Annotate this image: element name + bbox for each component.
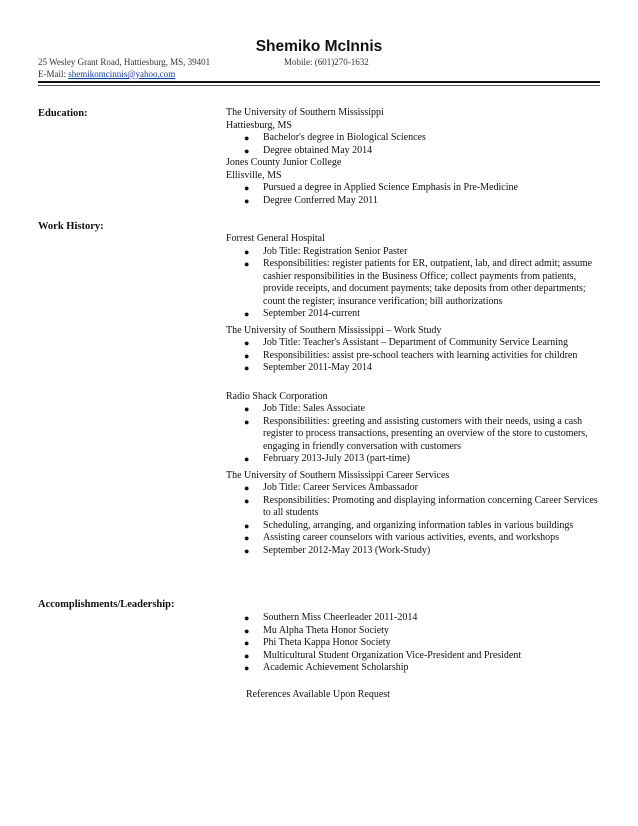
list-item: ● Assisting career counselors with various activities, events, and workshops xyxy=(244,532,560,543)
employer-name: Radio Shack Corporation xyxy=(226,390,328,402)
address: 25 Wesley Grant Road, Hattiesburg, MS, 39401 xyxy=(38,57,211,67)
list-item: ● Degree obtained May 2014 xyxy=(244,144,373,156)
email-line xyxy=(38,69,175,79)
school-name: Jones County Junior College xyxy=(226,157,342,168)
job-details xyxy=(226,482,606,557)
list-item: ● Phi Theta Kappa Honor Society xyxy=(244,637,391,648)
work-history-label: Work History: xyxy=(38,221,104,232)
job-details xyxy=(226,403,606,466)
job-details xyxy=(226,337,606,375)
list-item: ● Scheduling, arranging, and organizing information tables in various buildings xyxy=(244,519,574,531)
list-item: ● Responsibilities: greeting and assisting customers with their needs, using a cash register to process transactions, presenting an overview of the store to customers, engaging in friendly conversation with customers xyxy=(244,415,588,452)
references-note: References Available Upon Request xyxy=(246,689,390,700)
list-item: ● February 2013-July 2013 (part-time) xyxy=(244,453,410,464)
list-item: ● Degree Conferred May 2011 xyxy=(244,194,378,206)
accomplishments-section xyxy=(226,612,606,675)
school-location: Ellisville, MS xyxy=(226,169,282,181)
list-item: ● Southern Miss Cheerleader 2011-2014 xyxy=(244,612,418,623)
email-link[interactable]: shemikomcinnis@yahoo.com xyxy=(68,69,176,79)
list-item: ● September 2014-current xyxy=(244,308,360,319)
school-details xyxy=(226,132,606,157)
header-divider-thick xyxy=(38,81,600,83)
header-divider-thin xyxy=(38,85,600,86)
accomplishments-label: Accomplishments/Leadership: xyxy=(38,599,175,610)
list-item: ● Pursued a degree in Applied Science Emphasis in Pre-Medicine xyxy=(244,182,518,193)
resume-name: Shemiko McInnis xyxy=(255,38,383,55)
list-item: ● Academic Achievement Scholarship xyxy=(244,662,409,673)
list-item: ● September 2011-May 2014 xyxy=(244,362,373,373)
employer-name: Forrest General Hospital xyxy=(226,233,325,244)
list-item: ● Job Title: Teacher's Assistant – Department of Community Service Learning xyxy=(244,337,569,348)
list-item: ● Job Title: Registration Senior Paster xyxy=(244,245,408,257)
list-item: ● Responsibilities: register patients for ER, outpatient, lab, and direct admit; assume cashier responsibilities in the Business Office; collect payments from patients, provide receipts, and document payments; take deposits from other departments; count the register; insurance verification; bill authorizations xyxy=(244,258,593,307)
list-item: ● Job Title: Sales Associate xyxy=(244,403,365,414)
list-item: ● Job Title: Career Services Ambassador xyxy=(244,482,418,493)
list-item: ● Mu Alpha Theta Honor Society xyxy=(244,624,389,636)
email-prefix: E-Mail: xyxy=(38,69,69,79)
list-item: ● Multicultural Student Organization Vice-President and President xyxy=(244,649,522,661)
school-location: Hattiesburg, MS xyxy=(226,119,292,131)
list-item: ● September 2012-May 2013 (Work-Study) xyxy=(244,544,431,556)
list-item: ● Responsibilities: assist pre-school teachers with learning activities for children xyxy=(244,349,578,361)
list-item: ● Bachelor's degree in Biological Sciences xyxy=(244,132,426,143)
school-details xyxy=(226,182,606,207)
employer-name: The University of Southern Mississippi Career Services xyxy=(226,469,450,481)
accomplishments-list xyxy=(226,612,606,675)
job-details xyxy=(226,246,606,321)
education-label: Education: xyxy=(38,108,88,119)
list-item: ● Responsibilities: Promoting and displaying information concerning Career Services to all students xyxy=(244,494,598,518)
education-section xyxy=(226,107,606,207)
employer-name: The University of Southern Mississippi – Work Study xyxy=(226,324,442,336)
work-history-section xyxy=(226,233,606,557)
school-name: The University of Southern Mississippi xyxy=(226,107,384,118)
mobile-phone: Mobile: (601)270-1632 xyxy=(284,57,369,67)
